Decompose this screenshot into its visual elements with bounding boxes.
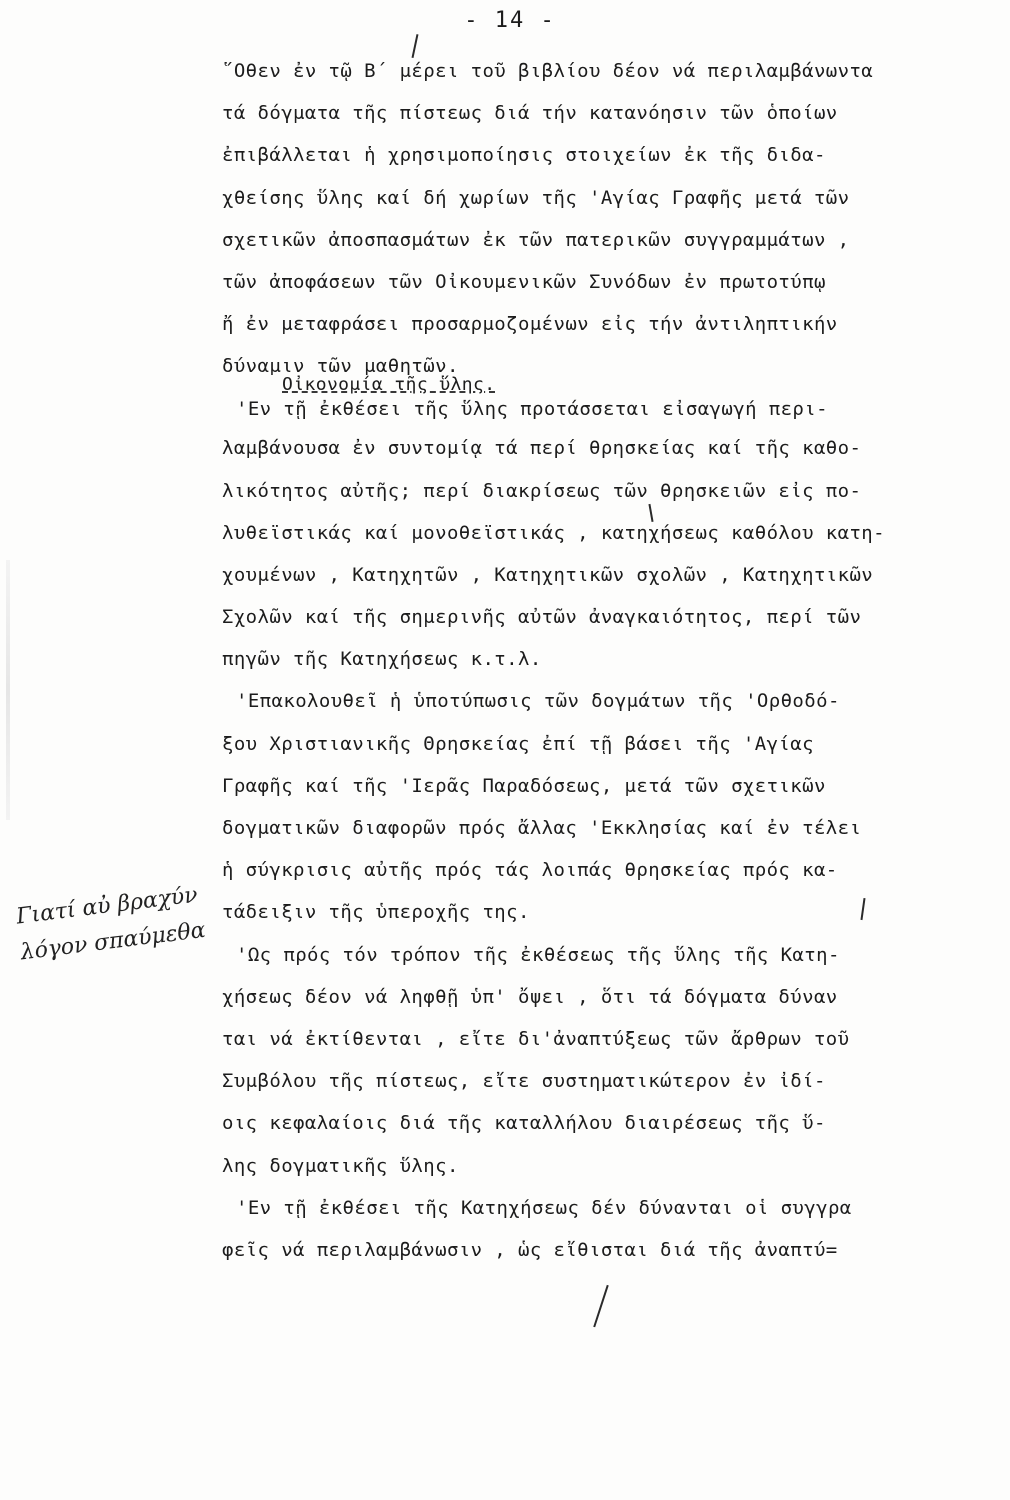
handwritten-margin-note bbox=[14, 877, 211, 972]
text-line: σχετικῶν ἀποσπασμάτων ἐκ τῶν πατερικῶν συγγραμμάτων , bbox=[222, 228, 850, 251]
text-line: Σχολῶν καί τῆς σημερινῆς αὐτῶν ἀναγκαιότητος, περί τῶν bbox=[222, 606, 862, 629]
margin-note-line: Γιατί αὐ βραχύν bbox=[14, 882, 199, 930]
text-line: οις κεφαλαίοις διά τῆς καταλλήλου διαιρέσεως τῆς ὕ- bbox=[222, 1112, 826, 1135]
page-number: - 14 - bbox=[464, 8, 556, 33]
text-line: λικότητος αὐτῆς; περί διακρίσεως τῶν θρησκειῶν εἰς πο- bbox=[222, 479, 862, 502]
section-heading: Οἰκονομία τῆς ὕλης. bbox=[282, 375, 496, 396]
text-line: δύναμιν τῶν μαθητῶν. bbox=[222, 355, 459, 376]
text-line: φεῖς νά περιλαμβάνωσιν , ὡς εἴθισται διά τῆς ἀναπτύ= bbox=[222, 1238, 838, 1261]
text-line: δογματικῶν διαφορῶν πρός ἄλλας 'Εκκλησίας καί ἐν τέλει bbox=[222, 817, 862, 839]
text-line: χθείσης ὕλης καί δή χωρίων τῆς 'Αγίας Γραφῆς μετά τῶν bbox=[222, 186, 850, 209]
text-line: ται νά ἐκτίθενται , εἴτε δι'ἀναπτύξεως τῶν ἄρθρων τοῦ bbox=[222, 1027, 850, 1050]
text-line: ἡ σύγκρισις αὐτῆς πρός τάς λοιπάς θρησκείας πρός κα- bbox=[222, 859, 838, 882]
typewritten-text-block bbox=[222, 50, 992, 1271]
text-line: χήσεως δέον νά ληφθῇ ὑπ' ὄψει , ὅτι τά δόγματα δύναν bbox=[222, 985, 838, 1008]
text-line: τάδειξιν τῆς ὑπεροχῆς της. bbox=[222, 901, 530, 924]
text-line: ἐπιβάλλεται ἡ χρησιμοποίησις στοιχείων ἐκ τῆς διδα- bbox=[222, 144, 826, 167]
margin-note-line: λόγον σπαύμεθα bbox=[19, 917, 207, 966]
text-line: 'Εν τῇ ἐκθέσει τῆς Κατηχήσεως δέν δύνανται οἱ συγγρα bbox=[236, 1196, 852, 1219]
text-line: ξου Χριστιανικῆς Θρησκείας ἐπί τῇ βάσει τῆς 'Αγίας bbox=[222, 732, 814, 755]
text-line: 'Ως πρός τόν τρόπον τῆς ἐκθέσεως τῆς ὕλης τῆς Κατη- bbox=[236, 943, 840, 966]
text-line: λης δογματικῆς ὕλης. bbox=[222, 1154, 459, 1177]
text-line: λυθεϊστικάς καί μονοθεϊστικάς , κατηχήσεως καθόλου κατη- bbox=[222, 521, 885, 544]
text-line: τῶν ἀποφάσεων τῶν Οἰκουμενικῶν Συνόδων ἐν πρωτοτύπῳ bbox=[222, 270, 826, 293]
text-line: 'Εν τῇ ἐκθέσει τῆς ὕλης προτάσσεται εἰσαγωγή περι- bbox=[236, 398, 828, 421]
text-line: 'Επακολουθεῖ ἡ ὑποτύπωσις τῶν δογμάτων τῆς 'Ορθοδό- bbox=[236, 690, 840, 713]
text-line: ῞Οθεν ἐν τῷ Β΄ μέρει τοῦ βιβλίου δέον νά περιλαμβάνωντα bbox=[222, 60, 874, 82]
text-line: Γραφῆς καί τῆς 'Ιερᾶς Παραδόσεως, μετά τῶν σχετικῶν bbox=[222, 774, 826, 797]
text-line: Συμβόλου τῆς πίστεως, εἴτε συστηματικώτερον ἐν ἰδί- bbox=[222, 1070, 826, 1093]
text-line: τά δόγματα τῆς πίστεως διά τήν κατανόησιν τῶν ὁποίων bbox=[222, 102, 838, 125]
text-line: λαμβάνουσα ἐν συντομίᾳ τά περί θρησκείας καί τῆς καθο- bbox=[222, 437, 862, 460]
text-line: ἤ ἐν μεταφράσει προσαρμοζομένων εἰς τήν ἀντιληπτικήν bbox=[222, 313, 838, 336]
scan-edge-shadow bbox=[6, 560, 10, 820]
text-line: χουμένων , Κατηχητῶν , Κατηχητικῶν σχολῶν , Κατηχητικῶν bbox=[222, 563, 874, 586]
insertion-caret-mark bbox=[593, 1285, 608, 1327]
text-line: πηγῶν τῆς Κατηχήσεως κ.τ.λ. bbox=[222, 648, 542, 671]
